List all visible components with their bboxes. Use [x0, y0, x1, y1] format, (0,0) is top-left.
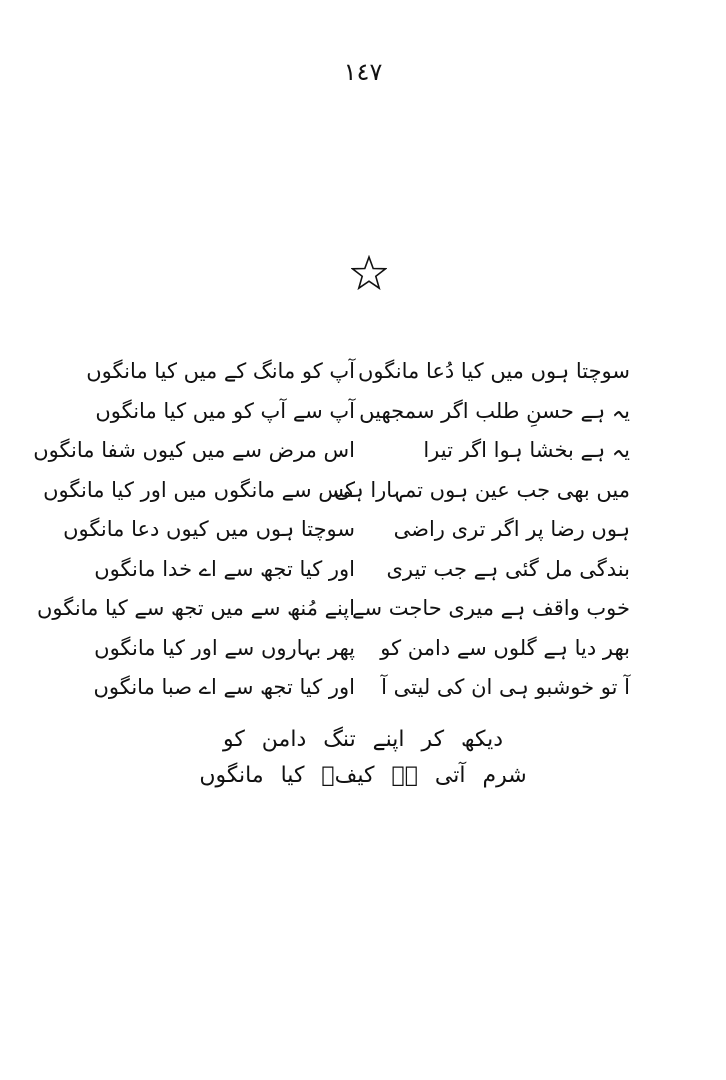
couplet [36, 589, 630, 629]
couplet [94, 550, 630, 590]
couplet [33, 431, 630, 471]
second-misra: سوچتا ہوں میں کیوں دعا مانگوں [63, 517, 355, 542]
second-misra: کس سے مانگوں میں اور کیا مانگوں [43, 477, 355, 502]
second-misra: اور کیا تجھ سے اے خدا مانگوں [94, 556, 355, 581]
first-misra: یہ ہے حسنِ طلب اگر سمجھیں [359, 398, 630, 423]
second-misra: اس مرض سے میں کیوں شفا مانگوں [33, 438, 355, 463]
couplet [63, 510, 630, 550]
closing-line-2: شرم آتی ہے کیفؔ کیا مانگوں [199, 763, 527, 788]
couplet [94, 629, 630, 669]
couplet [95, 392, 630, 432]
first-misra: یہ ہے بخشا ہوا اگر تیرا [423, 438, 630, 463]
couplet [93, 668, 630, 708]
first-misra: ہوں رضا پر اگر تری راضی [393, 517, 630, 542]
first-misra: میں بھی جب عین ہوں تمہارا ہی [333, 477, 630, 502]
first-misra: خوب واقف ہے میری حاجت سے [352, 596, 630, 621]
first-misra: آ تو خوشبو ہی ان کی لیتی آ [381, 675, 630, 700]
couplet [43, 471, 630, 511]
closing-line-1: دیکھ کر اپنے تنگ دامن کو [222, 727, 504, 752]
second-misra: اپنے مُنھ سے میں تجھ سے کیا مانگوں [36, 596, 355, 621]
second-misra: پھر بہاروں سے اور کیا مانگوں [94, 635, 355, 660]
second-misra: اور کیا تجھ سے اے صبا مانگوں [93, 675, 355, 700]
first-misra: بندگی مل گئی ہے جب تیری [386, 556, 630, 581]
page-number: ١٤٧ [343, 58, 383, 86]
first-misra: سوچتا ہوں میں کیا دُعا مانگوں [357, 359, 630, 384]
couplet [86, 352, 630, 392]
first-misra: بھر دیا ہے گلوں سے دامن کو [380, 635, 630, 660]
ghazal-couplets [33, 352, 630, 708]
star-outline-icon [351, 255, 387, 291]
closing-couplet [0, 722, 726, 794]
second-misra: آپ سے آپ کو میں کیا مانگوں [95, 398, 355, 423]
second-misra: آپ کو مانگ کے میں کیا مانگوں [86, 359, 355, 384]
